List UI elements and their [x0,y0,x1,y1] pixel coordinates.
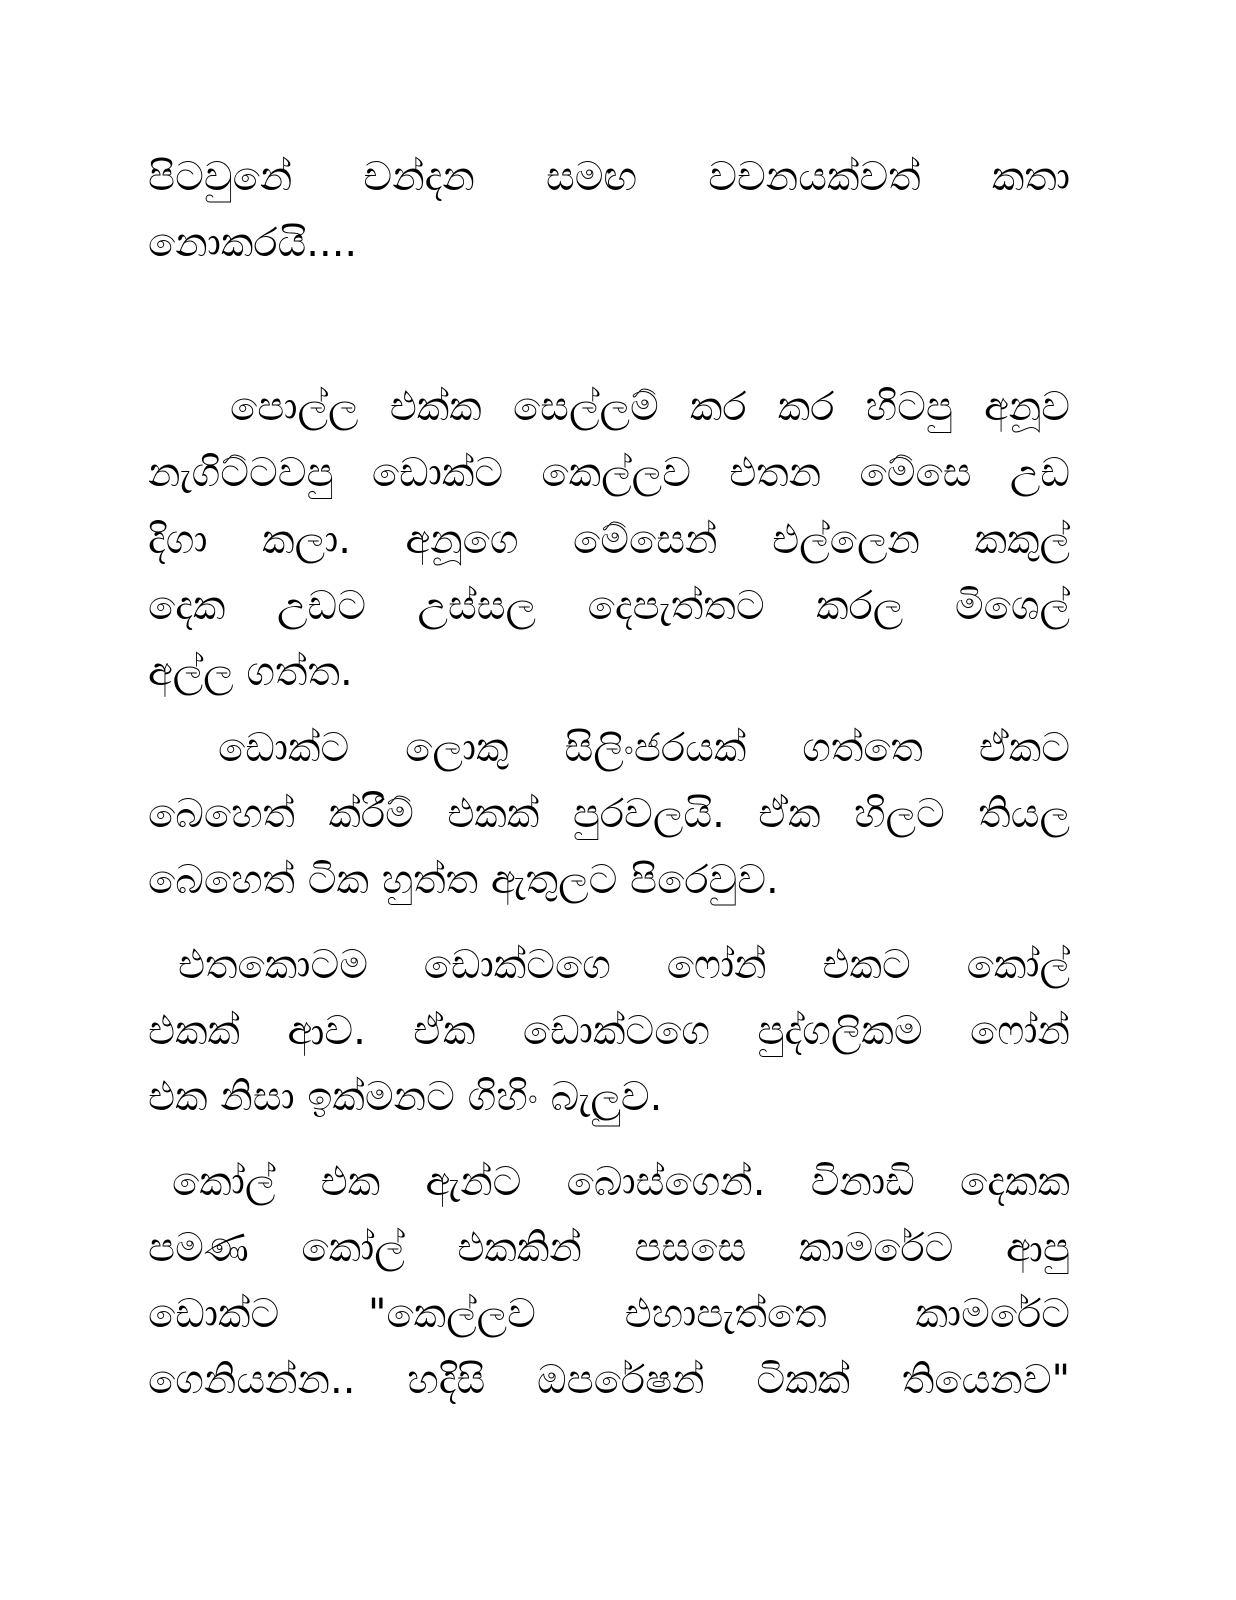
paragraph-5-line-4: ගෙනියන්න.. හදිසි ඔපරේෂන් ටිකක් තියෙනව" [148,1357,1070,1403]
paragraph-1-line-1: පිටවුනේ චන්දන සමඟ වචනයක්වත් කතා [148,154,1070,200]
paragraph-3-line-1: ඩොක්ට ලොකු සිලිංජරයක් ගත්තෙ ඒකට [218,725,1070,771]
paragraph-3-line-2: බෙහෙත් ක්රීම් එකක් පුරවලයි. ඒක හිලට තියල [148,791,1070,837]
paragraph-3-line-3: බෙහෙත් ටික හුත්ත ඇතුලට පිරෙවුව. [148,857,779,903]
paragraph-1-line-2: නොකරයි.... [148,220,358,266]
paragraph-2-line-4: දෙක උඩට උස්සල දෙපැත්තට කරල මිශෙල් [148,583,1070,629]
paragraph-4-line-2: එකක් ආව. ඒක ඩොක්ටගෙ පුද්ගලිකම ෆෝන් [148,1008,1070,1054]
paragraph-2-line-3: දිගා කලා. අනූගෙ මේසෙන් එල්ලෙන කකුල් [148,517,1070,563]
paragraph-5-line-3: ඩොක්ට "කෙල්ලව එහාපැත්තෙ කාමරේට [148,1291,1070,1337]
paragraph-4-line-3: එක නිසා ඉක්මනට ගිහිං බැලුව. [148,1074,663,1120]
paragraph-5-line-1: කෝල් එක ඇන්ට බොස්ගෙන්. විනාඩි දෙකක [172,1159,1070,1205]
paragraph-4-line-1: එතකොටම ඩොක්ටගෙ ෆෝන් එකට කෝල් [178,942,1070,988]
paragraph-2-line-1: පොල්ල එක්ක සෙල්ලම් කර කර හිටපු අනූව [230,384,1070,430]
paragraph-2-line-2: නැගිට්ටවපු ඩොක්ට කෙල්ලව එතන මේසෙ උඩ [148,450,1070,496]
paragraph-5-line-2: පමණ කෝල් එකකින් පසසෙ කාමරේට ආපු [148,1225,1070,1271]
paragraph-2-line-5: අල්ල ගත්ත. [148,649,353,695]
